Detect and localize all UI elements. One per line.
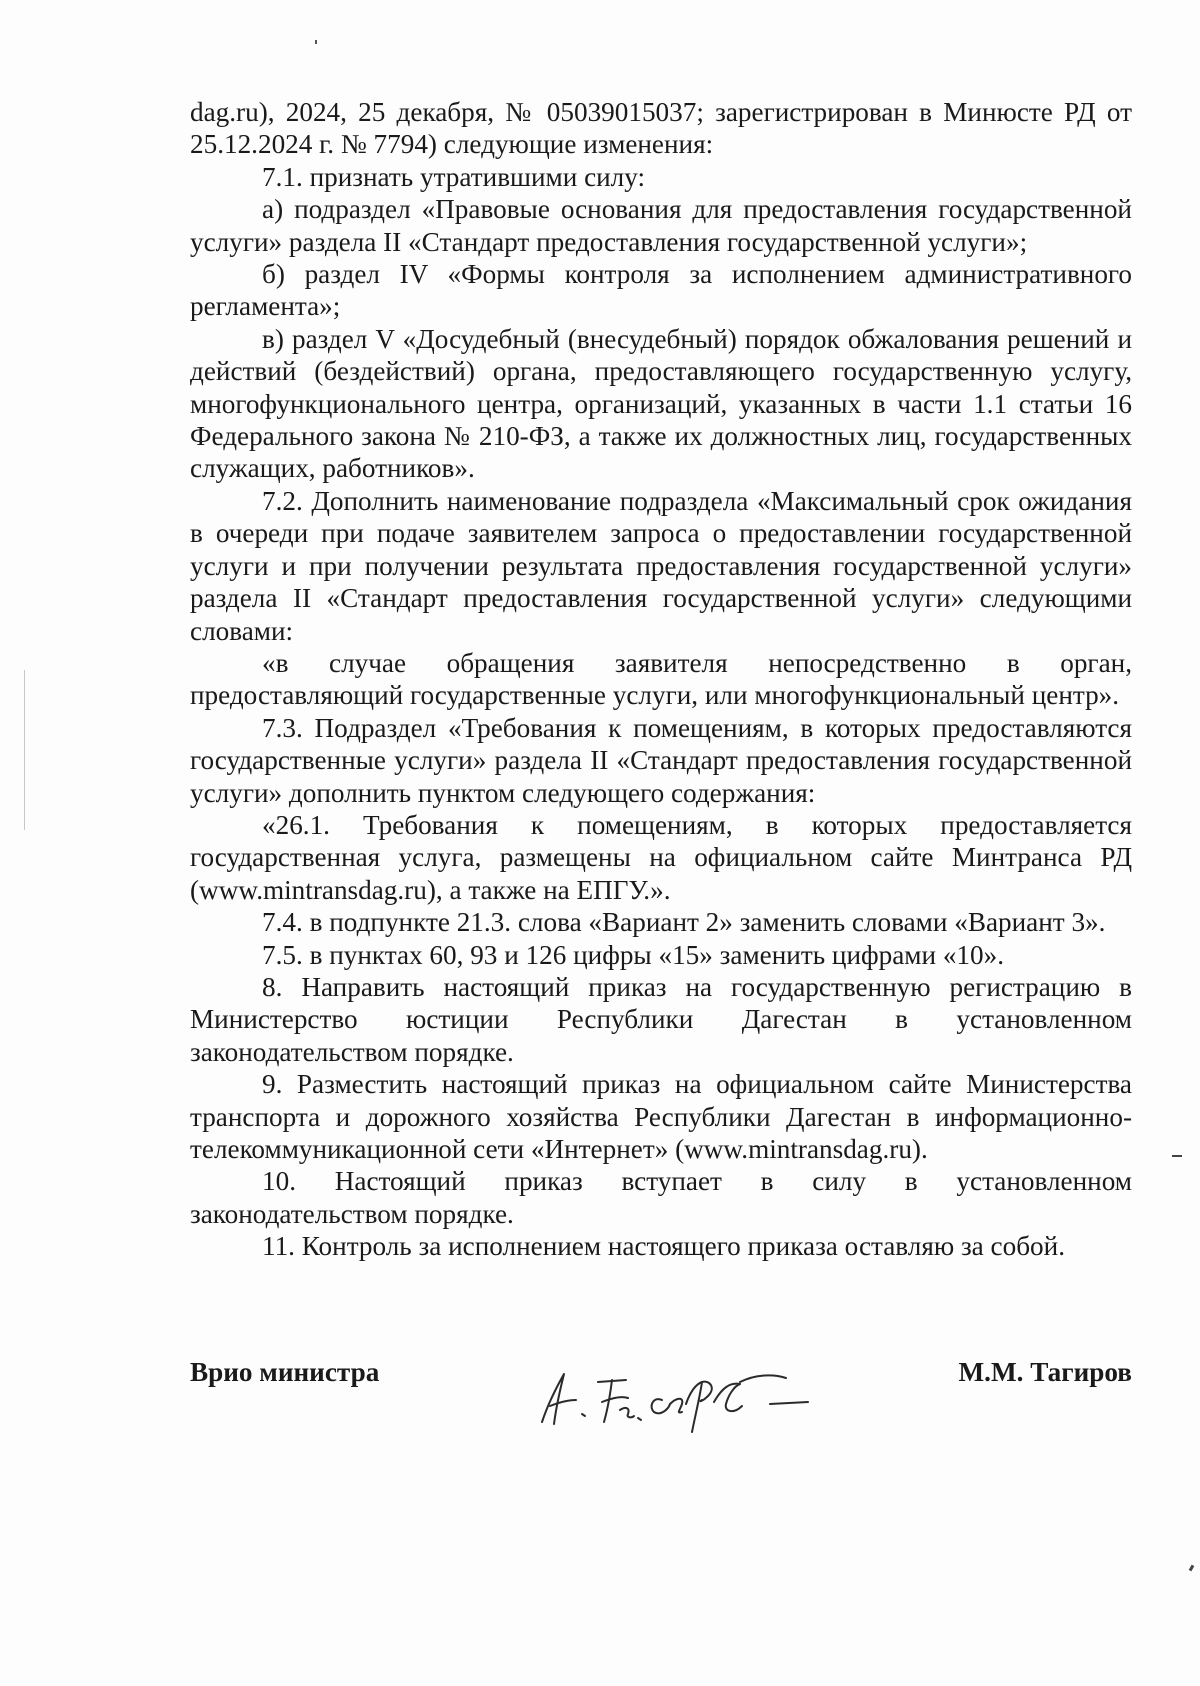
- document-body: [190, 96, 1132, 1263]
- paragraph-7-3-quote: «26.1. Требования к помещениям, в которых предоставляется государственная услуга, размещены на официальном сайте Минтранса РД (www.mintransdag.ru), а также на ЕПГУ.».: [190, 809, 1132, 905]
- handwritten-signature: [530, 1352, 840, 1442]
- paragraph-9: 9. Разместить настоящий приказ на официальном сайте Министерства транспорта и дорожного хозяйства Республики Дагестан в информационно-телекоммуникационной сети «Интернет» (www.mintransdag.ru).: [190, 1069, 1132, 1164]
- paragraph-intro: dag.ru), 2024, 25 декабря, № 05039015037; зарегистрирован в Минюсте РД от 25.12.2024 г. № 7794) следующие изменения:: [190, 97, 1132, 160]
- scan-dot: [315, 40, 317, 44]
- scan-margin-line: [24, 670, 25, 830]
- paragraph-7-3: 7.3. Подраздел «Требования к помещениям, в которых предоставляются государственные услуги» раздела II «Стандарт предоставления государственной услуги» дополнить пунктом следующего содержания:: [190, 712, 1132, 808]
- paragraph-7-2: 7.2. Дополнить наименование подраздела «Максимальный срок ожидания в очереди при подаче заявителем запроса о предоставлении государственной услуги и при получении результата предоставления государственной услуги» раздела II «Стандарт предоставления государственной услуги» следующими словами:: [190, 485, 1132, 646]
- paragraph-7-5: 7.5. в пунктах 60, 93 и 126 цифры «15» заменить цифрами «10».: [262, 939, 1005, 970]
- paragraph-7-4: 7.4. в подпункте 21.3. слова «Вариант 2» заменить словами «Вариант 3».: [262, 907, 1106, 938]
- scan-mark-right: [1172, 1155, 1182, 1157]
- paragraph-7-1-b: б) раздел IV «Формы контроля за исполнением административного регламента»;: [190, 259, 1132, 322]
- paragraph-10: 10. Настоящий приказ вступает в силу в установленном законодательством порядке.: [190, 1166, 1132, 1229]
- paragraph-11: 11. Контроль за исполнением настоящего приказа оставляю за собой.: [262, 1231, 1065, 1262]
- paragraph-8: 8. Направить настоящий приказ на государственную регистрацию в Министерство юстиции Республики Дагестан в установленном законодательством порядке.: [190, 971, 1132, 1067]
- paragraph-7-2-quote: «в случае обращения заявителя непосредственно в орган, предоставляющий государственные услуги, или многофункциональный центр».: [190, 647, 1132, 711]
- scan-mark-bottom-right: [1189, 1565, 1195, 1572]
- paragraph-7-1: 7.1. признать утратившими силу:: [262, 161, 646, 192]
- paragraph-7-1-v: в) раздел V «Досудебный (внесудебный) порядок обжалования решений и действий (бездействий) органа, предоставляющего государственную услугу, многофункционального центра, организаций, указанных в части 1.1 статьи 16 Федерального закона № 210-ФЗ, а также их должностных лиц, государственных служащих, работников».: [190, 323, 1132, 484]
- paragraph-7-1-a: а) подраздел «Правовые основания для предоставления государственной услуги» раздела II «Стандарт предоставления государственной услуги»;: [190, 194, 1132, 257]
- signatory-name: М.М. Тагиров: [958, 1357, 1132, 1387]
- position-title: Врио министра: [190, 1357, 380, 1387]
